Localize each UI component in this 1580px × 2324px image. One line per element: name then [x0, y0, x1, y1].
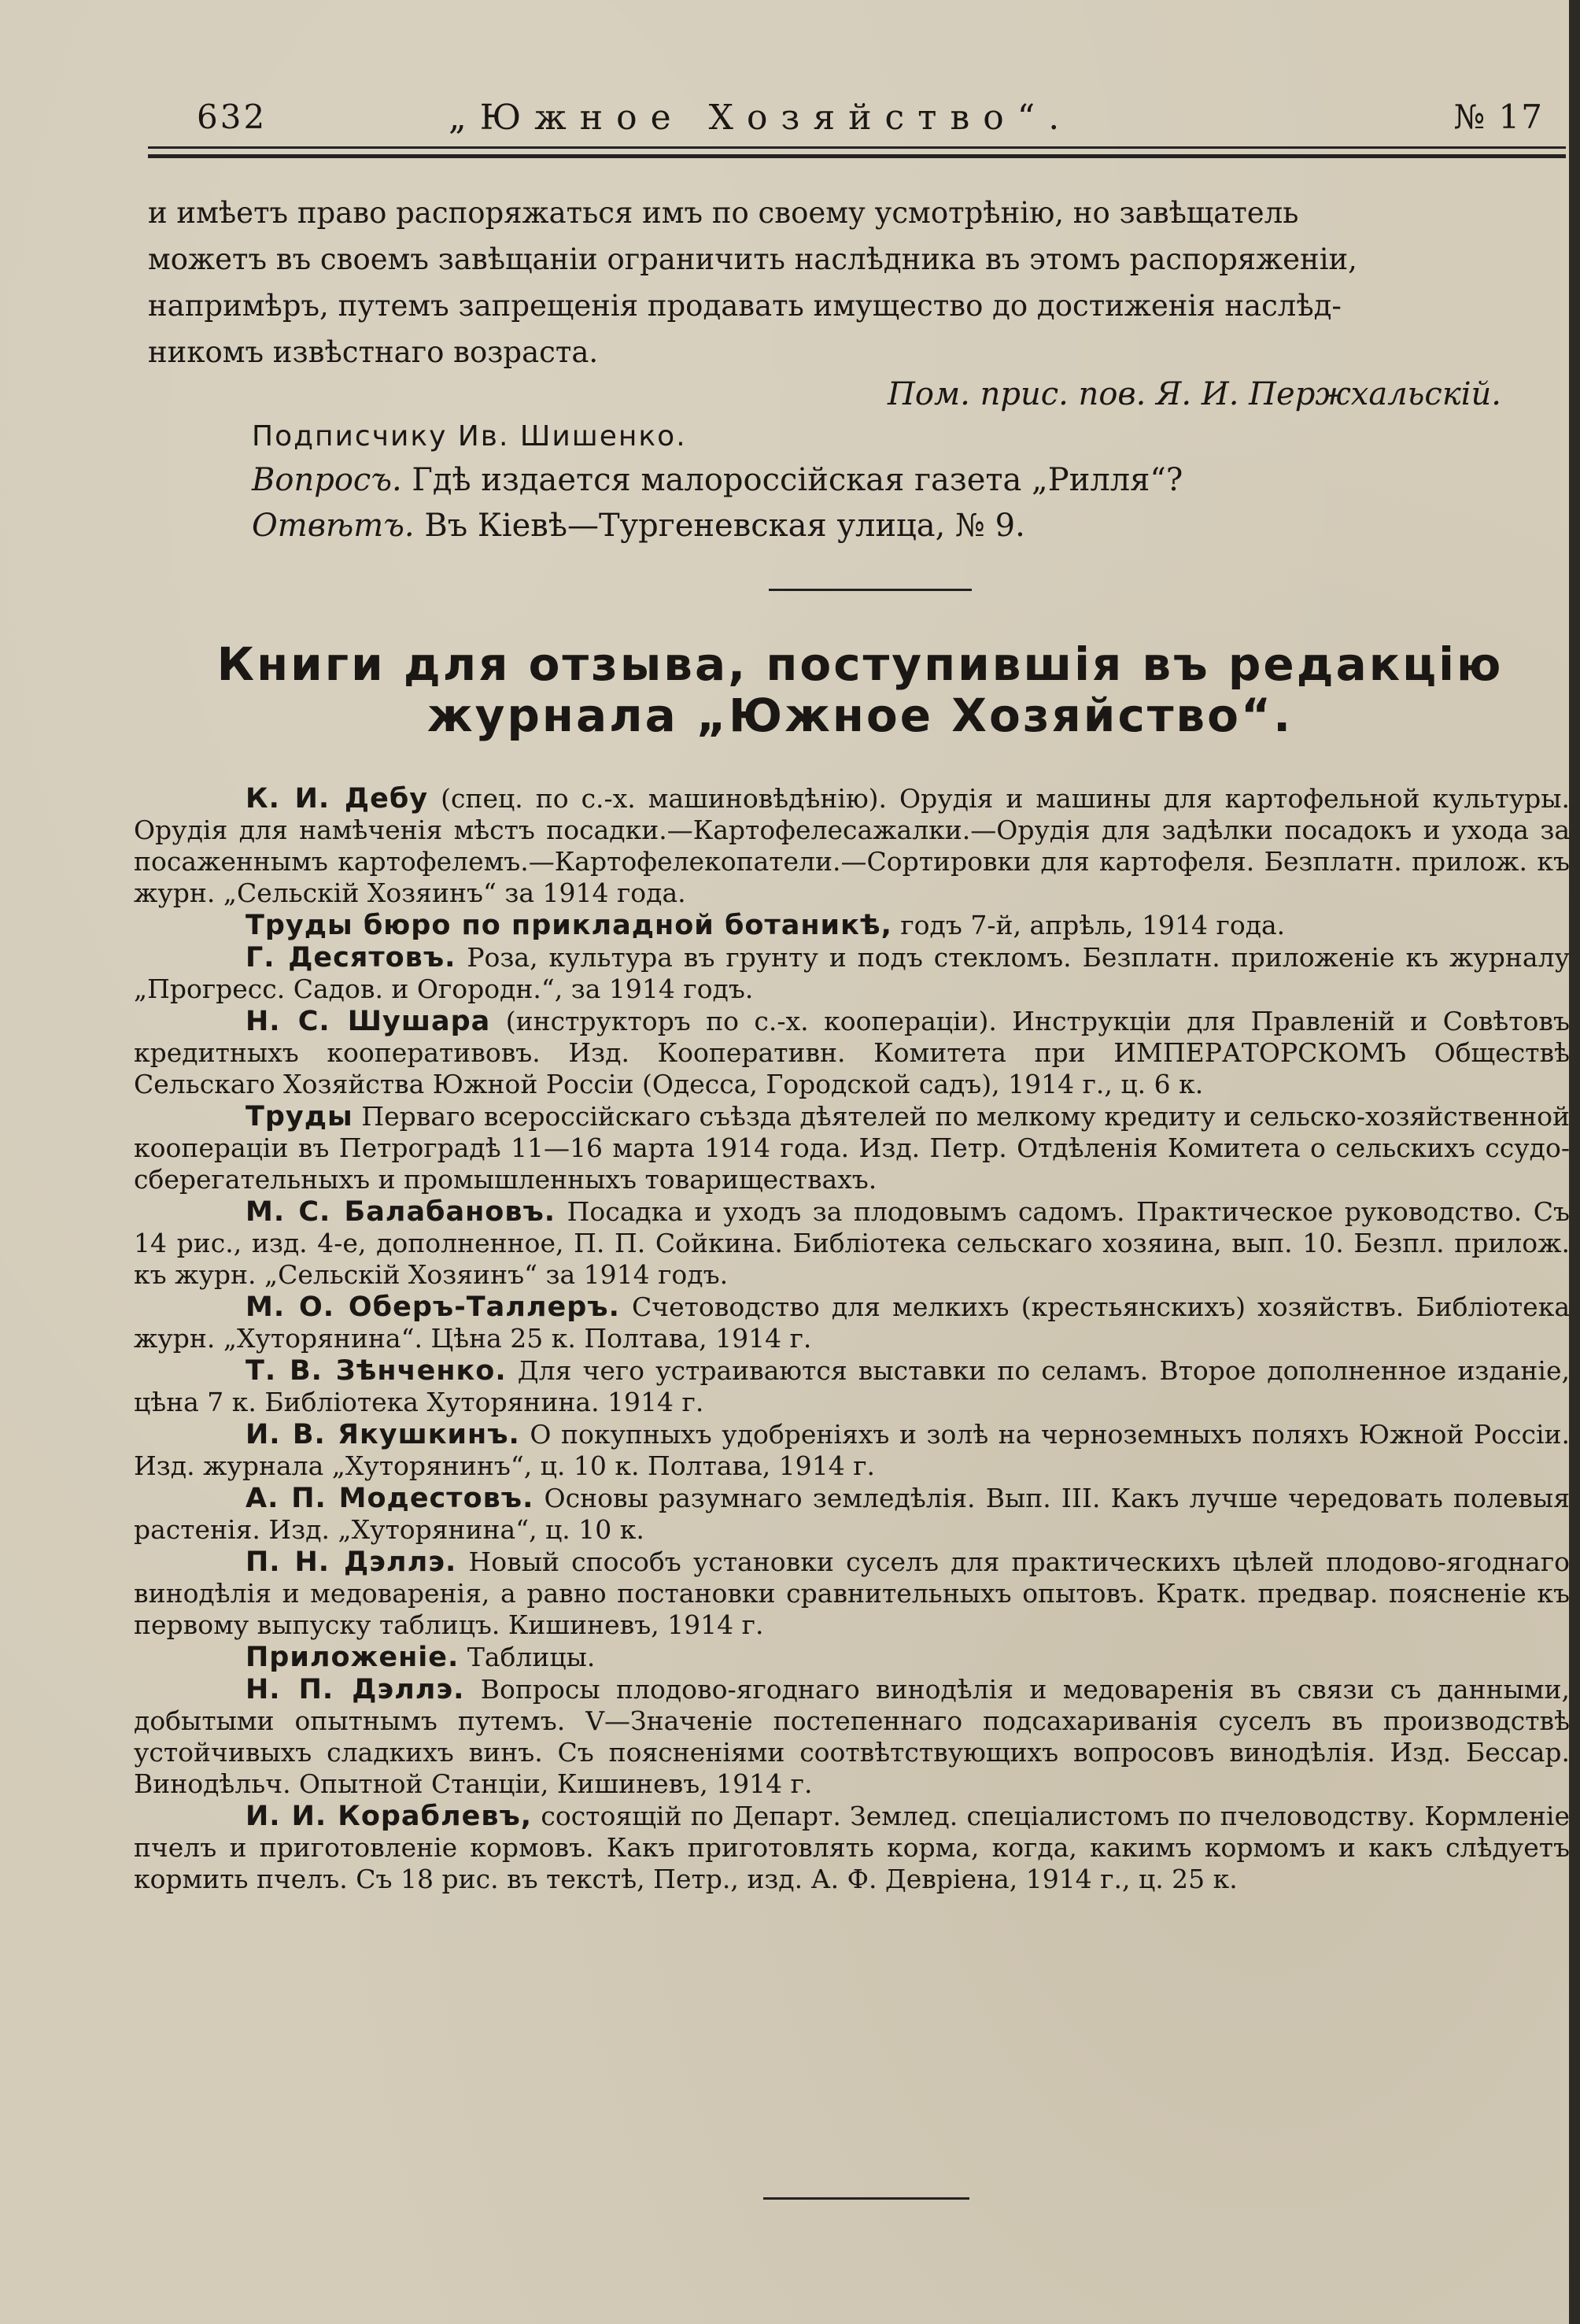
- book-author: К. И. Дебу: [245, 783, 429, 815]
- paragraph-line: напримѣръ, путемъ запрещенія продавать имущество до достиженія наслѣд-: [148, 289, 1342, 323]
- answer-text: Въ Кіевѣ—Тургеневская улица, № 9.: [414, 508, 1025, 544]
- book-description: Перваго всероссійскаго съѣзда дѣятелей по мелкому кредиту и сельско-хозяйственной коопераціи въ Петроградѣ 11—16 марта 1914 года. Изд. Петр. Отдѣленія Комитета о сельскихъ ссудо-сберегательныхъ и промышленныхъ товариществахъ.: [134, 1101, 1570, 1195]
- book-description: Счетоводство для мелкихъ (крестьянскихъ) хозяйствъ. Библіотека журн. „Хуторянина“. Цѣна 25 к. Полтава, 1914 г.: [134, 1291, 1570, 1354]
- book-description: Посадка и уходъ за плодовымъ садомъ. Практическое руководство. Съ 14 рис., изд. 4-е, дополненное, П. П. Сойкина. Библіотека сельскаго хозяина, вып. 10. Безпл. прилож. къ журн. „Сельскій Хозяинъ“ за 1914 годъ.: [134, 1196, 1570, 1290]
- book-entry: [134, 783, 1570, 909]
- book-list: [134, 783, 1570, 1896]
- book-author: А. П. Модестовъ.: [245, 1483, 534, 1514]
- paragraph-line: никомъ извѣстнаго возраста.: [148, 335, 599, 369]
- issue-number: № 17: [1453, 98, 1544, 136]
- paragraph-line: и имѣетъ право распоряжаться имъ по своему усмотрѣнію, но завѣщатель: [148, 196, 1299, 230]
- book-entry: [134, 1291, 1570, 1354]
- book-author: Г. Десятовъ.: [245, 942, 456, 974]
- book-author: И. В. Якушкинъ.: [245, 1419, 520, 1450]
- book-description: Вопросы плодово-ягоднаго винодѣлія и медоваренія въ связи съ данными, добытыми опытнымъ путемъ. V—Значеніе постепеннаго подсахариванія суселъ въ производствѣ устойчивыхъ сладкихъ винъ. Съ поясненіями соотвѣтствующихъ вопросовъ винодѣлія. Изд. Бессар. Винодѣльч. Опытной Станціи, Кишиневъ, 1914 г.: [134, 1674, 1570, 1799]
- question-text: Гдѣ издается малороссійская газета „Рилля“?: [401, 462, 1183, 498]
- book-author: Т. В. Зѣнченко.: [245, 1355, 507, 1387]
- end-divider: [763, 2197, 969, 2200]
- book-description: Для чего устраиваются выставки по селамъ. Второе дополненное изданіе, цѣна 7 к. Библіотека Хуторянина. 1914 г.: [134, 1355, 1570, 1417]
- book-entry: [134, 1483, 1570, 1546]
- book-entry: [134, 910, 1570, 941]
- book-entry: [134, 1006, 1570, 1100]
- book-description: годъ 7-й, апрѣль, 1914 года.: [892, 910, 1286, 940]
- book-author: М. С. Балабановъ.: [245, 1196, 556, 1228]
- qa-addressee: Подписчику Ив. Шишенко.: [252, 420, 687, 453]
- book-entry: [134, 1546, 1570, 1641]
- book-author: И. И. Кораблевъ,: [245, 1801, 533, 1832]
- book-entry: [134, 942, 1570, 1005]
- page-number: 632: [197, 98, 268, 136]
- header-rule-thin: [148, 146, 1566, 149]
- book-author: М. О. Оберъ-Таллеръ.: [245, 1291, 620, 1323]
- book-description: Новый способъ установки суселъ для практическихъ цѣлей плодово-ягоднаго винодѣлія и медоваренія, а равно постановки сравнительныхъ опытовъ. Кратк. предвар. поясненіе къ первому выпуску таблицъ. Кишиневъ, 1914 г.: [134, 1546, 1570, 1640]
- qa-question: [252, 462, 1558, 498]
- book-author: Приложеніе.: [245, 1642, 460, 1673]
- book-entry: [134, 1801, 1570, 1895]
- legal-answer-paragraph: [148, 195, 1568, 381]
- book-author: П. Н. Дэллэ.: [245, 1546, 457, 1578]
- binding-edge: [1569, 0, 1580, 2324]
- book-author: Труды: [245, 1101, 353, 1132]
- book-author: Н. С. Шушара: [245, 1006, 491, 1037]
- book-entry: [134, 1419, 1570, 1482]
- section-divider: [769, 589, 972, 591]
- book-author: Труды бюро по прикладной ботаникѣ,: [245, 910, 892, 941]
- book-author: Н. П. Дэллэ.: [245, 1674, 465, 1705]
- book-description: О покупныхъ удобреніяхъ и золѣ на черноземныхъ поляхъ Южной Россіи. Изд. журнала „Хуторянинъ“, ц. 10 к. Полтава, 1914 г.: [134, 1419, 1570, 1481]
- book-entry: [134, 1196, 1570, 1291]
- book-entry: [134, 1101, 1570, 1195]
- section-title-line1: Книги для отзыва, поступившія въ редакцію: [216, 637, 1504, 691]
- book-description: Основы разумнаго земледѣлія. Вып. III. Какъ лучше чередовать полевыя растенія. Изд. „Хуторянина“, ц. 10 к.: [134, 1483, 1571, 1545]
- answer-label: Отвѣтъ.: [252, 508, 415, 544]
- paragraph-line: можетъ въ своемъ завѣщаніи ограничить наслѣдника въ этомъ распоряженіи,: [148, 242, 1357, 276]
- running-header: [197, 98, 1566, 153]
- book-description: Роза, культура въ грунту и подъ стекломъ. Безплатн. приложеніе къ журналу „Прогресс. Садов. и Огородн.“, за 1914 годъ.: [134, 942, 1570, 1004]
- book-entry: [134, 1355, 1570, 1418]
- question-label: Вопросъ.: [252, 462, 402, 498]
- section-title-line2: журнала „Южное Хозяйство“.: [426, 689, 1294, 742]
- author-signature: Пом. прис. пов. Я. И. Пержхальскій.: [888, 376, 1501, 412]
- book-description: состоящій по Департ. Землед. спеціалистомъ по пчеловодству. Кормленіе пчелъ и приготовленіе кормовъ. Какъ приготовлять корма, когда, какимъ кормомъ и какъ слѣдуетъ кормить пчелъ. Съ 18 рис. въ текстѣ, Петр., изд. А. Ф. Девріена, 1914 г., ц. 25 к.: [134, 1801, 1571, 1894]
- book-description: Таблицы.: [459, 1642, 596, 1672]
- qa-heading: [252, 417, 1558, 453]
- book-entry: [134, 1674, 1570, 1800]
- book-description: (спец. по с.-х. машиновѣдѣнію). Орудія и машины для картофельной культуры. Орудія для намѣченія мѣстъ посадки.—Картофелесажалки.—Орудія для задѣлки посадокъ и ухода за посаженнымъ картофелемъ.—Картофелекопатели.—Сортировки для картофеля. Безплатн. прилож. къ журн. „Сельскій Хозяинъ“ за 1914 года.: [134, 783, 1570, 908]
- qa-answer: [252, 508, 1558, 544]
- book-entry: [134, 1642, 1570, 1673]
- header-rule-thick: [148, 154, 1566, 158]
- book-description: (инструкторъ по с.-х. коопераціи). Инструкціи для Правленій и Совѣтовъ кредитныхъ кооперативовъ. Изд. Кооперативн. Комитета при ИМПЕРАТОРСКОМЪ Обществѣ Сельскаго Хозяйства Южной Россіи (Одесса, Городской садъ), 1914 г., ц. 6 к.: [134, 1006, 1570, 1099]
- journal-title: „Южное Хозяйство“.: [449, 98, 1073, 138]
